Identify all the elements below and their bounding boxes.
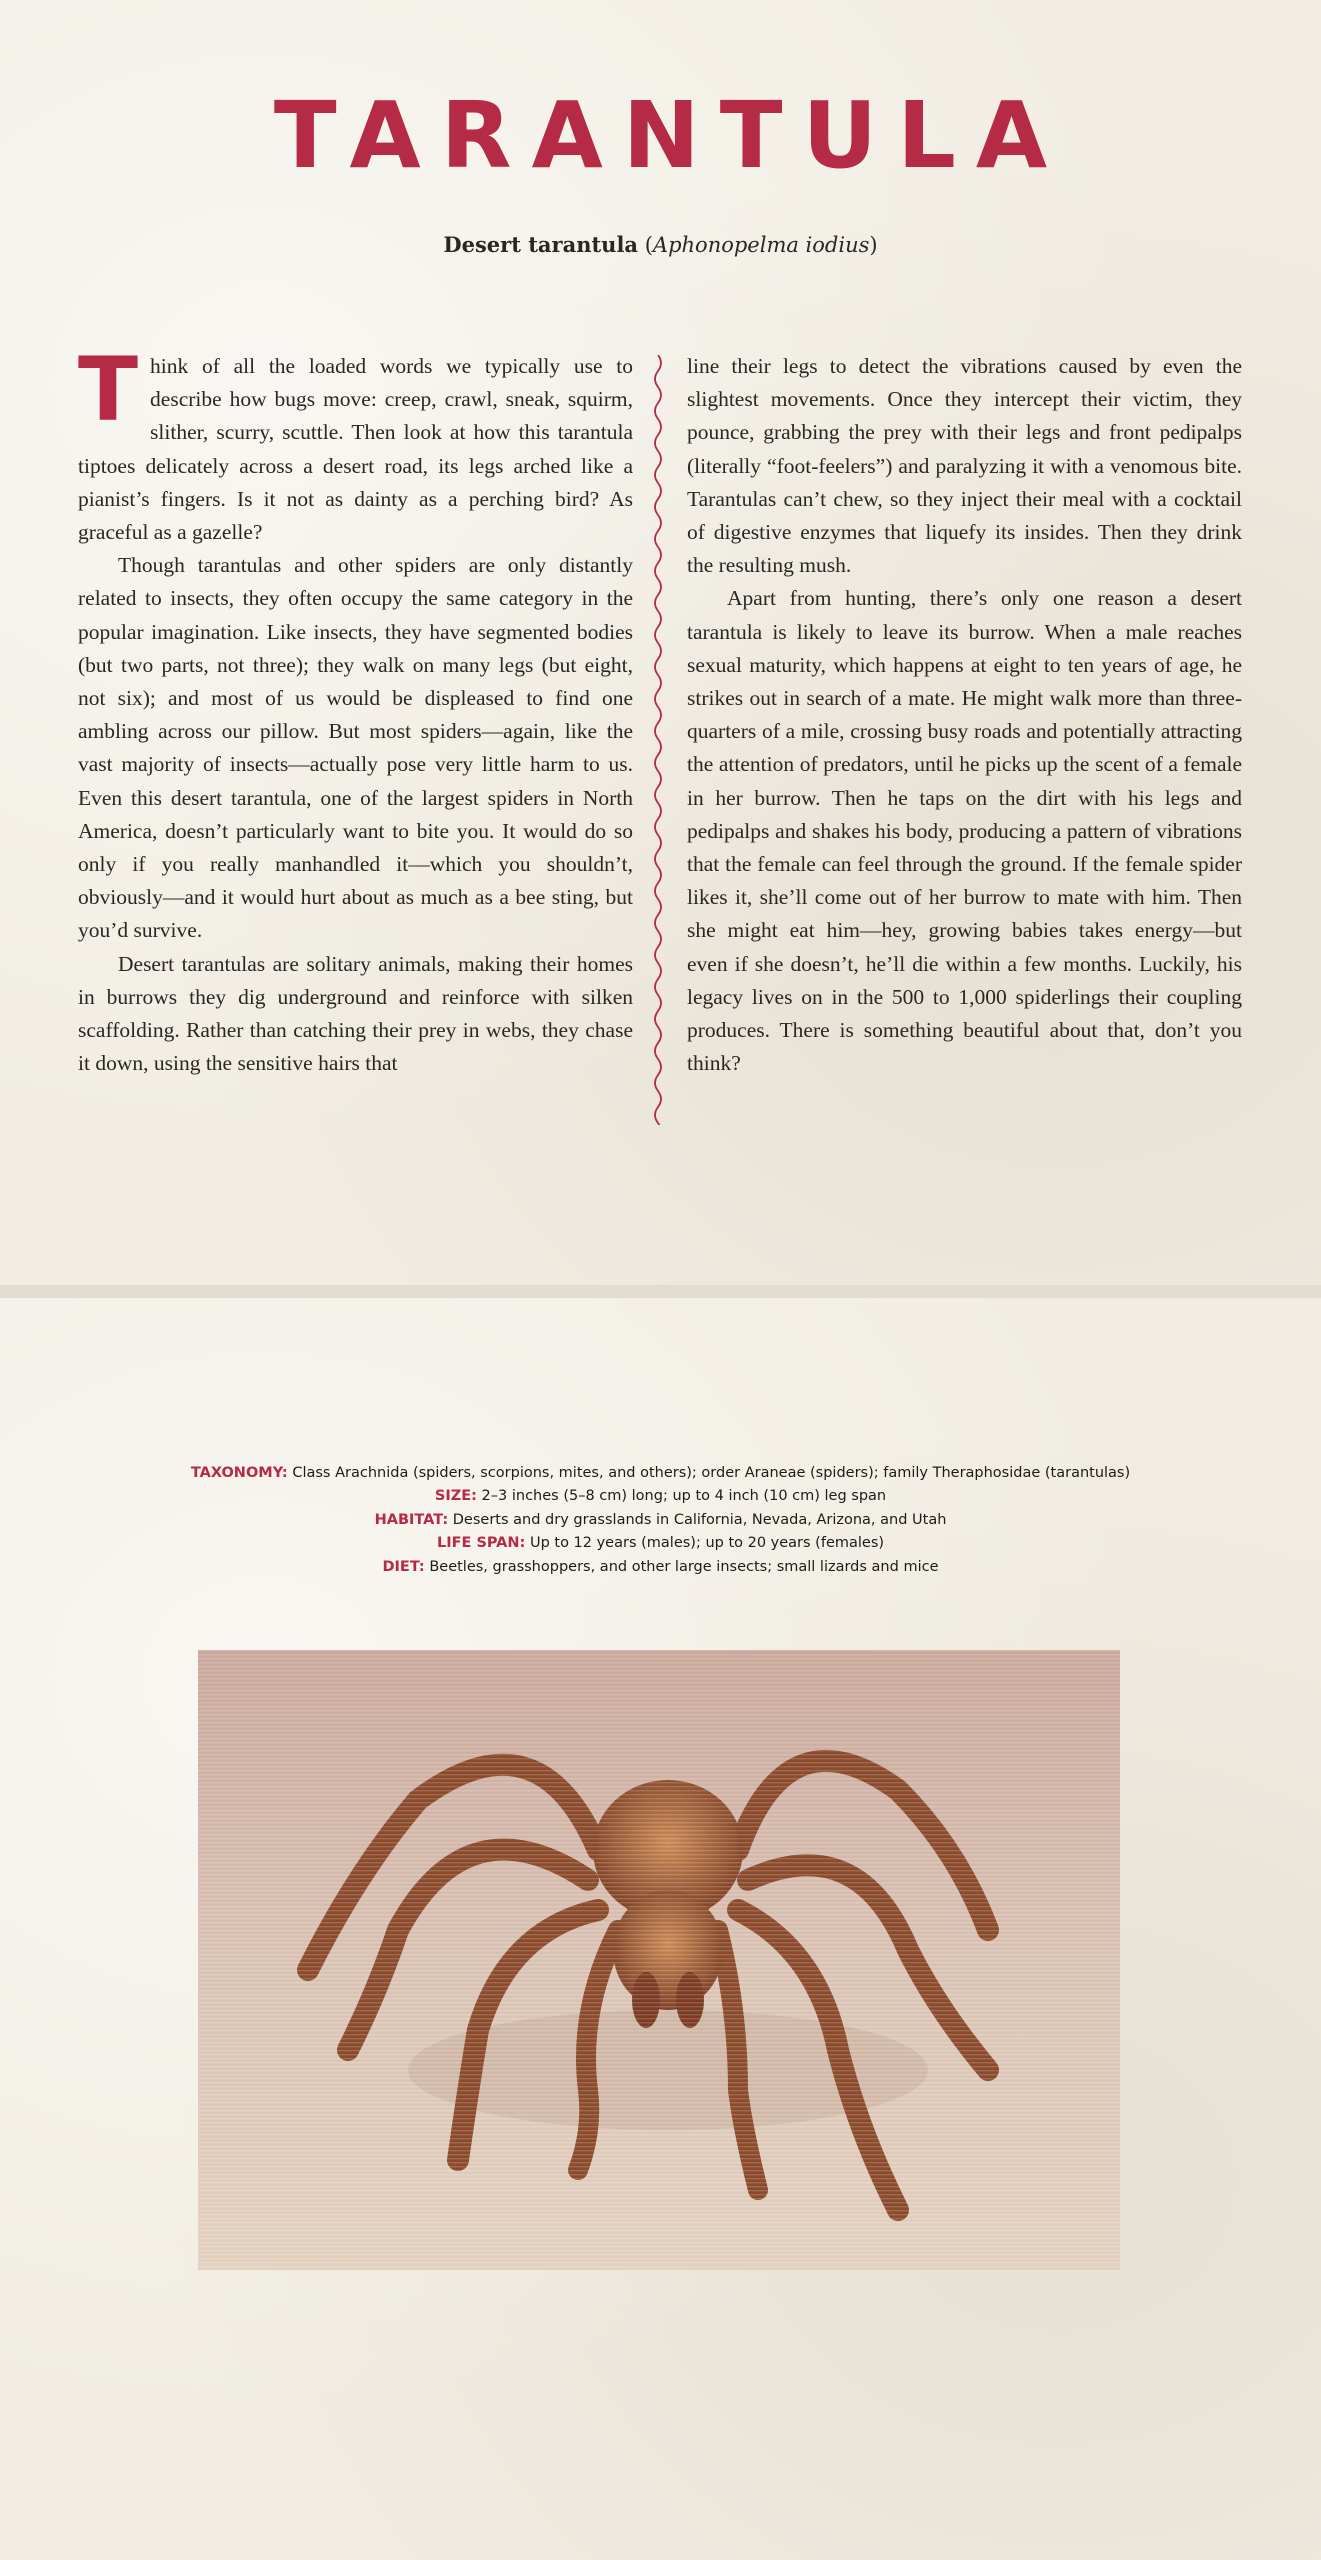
wavy-column-divider	[651, 355, 665, 1125]
common-name: Desert tarantula	[443, 232, 639, 257]
article-column-right	[687, 350, 1242, 1080]
fact-text: Up to 12 years (males); up to 20 years (females)	[529, 1535, 885, 1552]
fact-taxonomy	[0, 1462, 1321, 1485]
paragraph: line their legs to detect the vibrations caused by even the slightest movements. Once they intercept their victim, they pounce, grabbing the prey with their legs and front pedipalps (literally “foot-feelers”) and paralyzing it with a venomous bite. Tarantulas can’t chew, so they inject their meal with a cocktail of digestive enzymes that liquefy its insides. Then they drink the resulting mush.	[687, 354, 1242, 578]
paragraph: Desert tarantulas are solitary animals, making their homes in burrows they dig underground and reinforce with silken scaffolding. Rather than catching their prey in webs, they chase it down, using the sensitive hairs that	[78, 951, 633, 1076]
fact-label: DIET:	[382, 1558, 425, 1575]
fact-size	[0, 1485, 1321, 1508]
page-gutter	[0, 1285, 1321, 1298]
fact-text: Deserts and dry grasslands in California, Nevada, Arizona, and Utah	[452, 1511, 947, 1528]
fact-life-span	[0, 1532, 1321, 1555]
paragraph-text: hink of all the loaded words we typically use to describe how bugs move: creep, crawl, sneak, squirm, slither, scurry, scuttle. Then look at how this tarantula tiptoes delicately across a desert road, its legs arched like a pianist’s fingers. Is it not as dainty as a perching bird? As graceful as a gazelle?	[78, 354, 633, 545]
species-subtitle: Desert tarantula (Aphonopelma iodius)	[443, 232, 878, 257]
fact-box	[0, 1462, 1321, 1579]
dropcap: T	[78, 338, 139, 441]
fact-label: SIZE:	[434, 1488, 477, 1505]
scientific-name: Aphonopelma iodius	[652, 233, 870, 257]
fact-text: 2–3 inches (5–8 cm) long; up to 4 inch (10 cm) leg span	[481, 1488, 887, 1505]
fact-text: Beetles, grasshoppers, and other large insects; small lizards and mice	[429, 1558, 939, 1575]
paragraph	[78, 338, 633, 549]
article-column-left	[78, 338, 633, 1080]
fact-habitat	[0, 1509, 1321, 1532]
fact-text: Class Arachnida (spiders, scorpions, mites, and others); order Araneae (spiders); family Theraphosidae (tarantulas)	[292, 1465, 1131, 1481]
paragraph: Though tarantulas and other spiders are only distantly related to insects, they often occupy the same category in the popular imagination. Like insects, they have segmented bodies (but two parts, not three); they walk on many legs (but eight, not six); and most of us would be displeased to find one ambling across our pillow. But most spiders—again, like the vast majority of insects—actually pose very little harm to us. Even this desert tarantula, one of the largest spiders in North America, doesn’t particularly want to bite you. It would do so only if you really manhandled it—which you shouldn’t, obviously—and it would hurt about as much as a bee sting, but you’d survive.	[78, 553, 633, 943]
fact-label: TAXONOMY:	[190, 1465, 288, 1481]
fact-label: HABITAT:	[374, 1511, 449, 1528]
page-title: TARANTULA	[273, 82, 1068, 189]
fact-label: LIFE SPAN:	[436, 1535, 526, 1552]
fact-diet	[0, 1556, 1321, 1579]
paragraph: Apart from hunting, there’s only one reason a desert tarantula is likely to leave its burrow. When a male reaches sexual maturity, which happens at eight to ten years of age, he strikes out in search of a mate. He might walk more than three-quarters of a mile, crossing busy roads and potentially attracting the attention of predators, until he picks up the scent of a female in her burrow. Then he taps on the dirt with his legs and pedipalps and shakes his body, producing a pattern of vibrations that the female can feel through the ground. If the female spider likes it, she’ll come out of her burrow to mate with him. Then she might eat him—hey, growing babies takes energy—but even if she doesn’t, he’ll die within a few months. Luckily, his legacy lives on in the 500 to 1,000 spiderlings their coupling produces. There is something beautiful about that, don’t you think?	[687, 586, 1242, 1076]
tarantula-photo	[198, 1650, 1120, 2270]
